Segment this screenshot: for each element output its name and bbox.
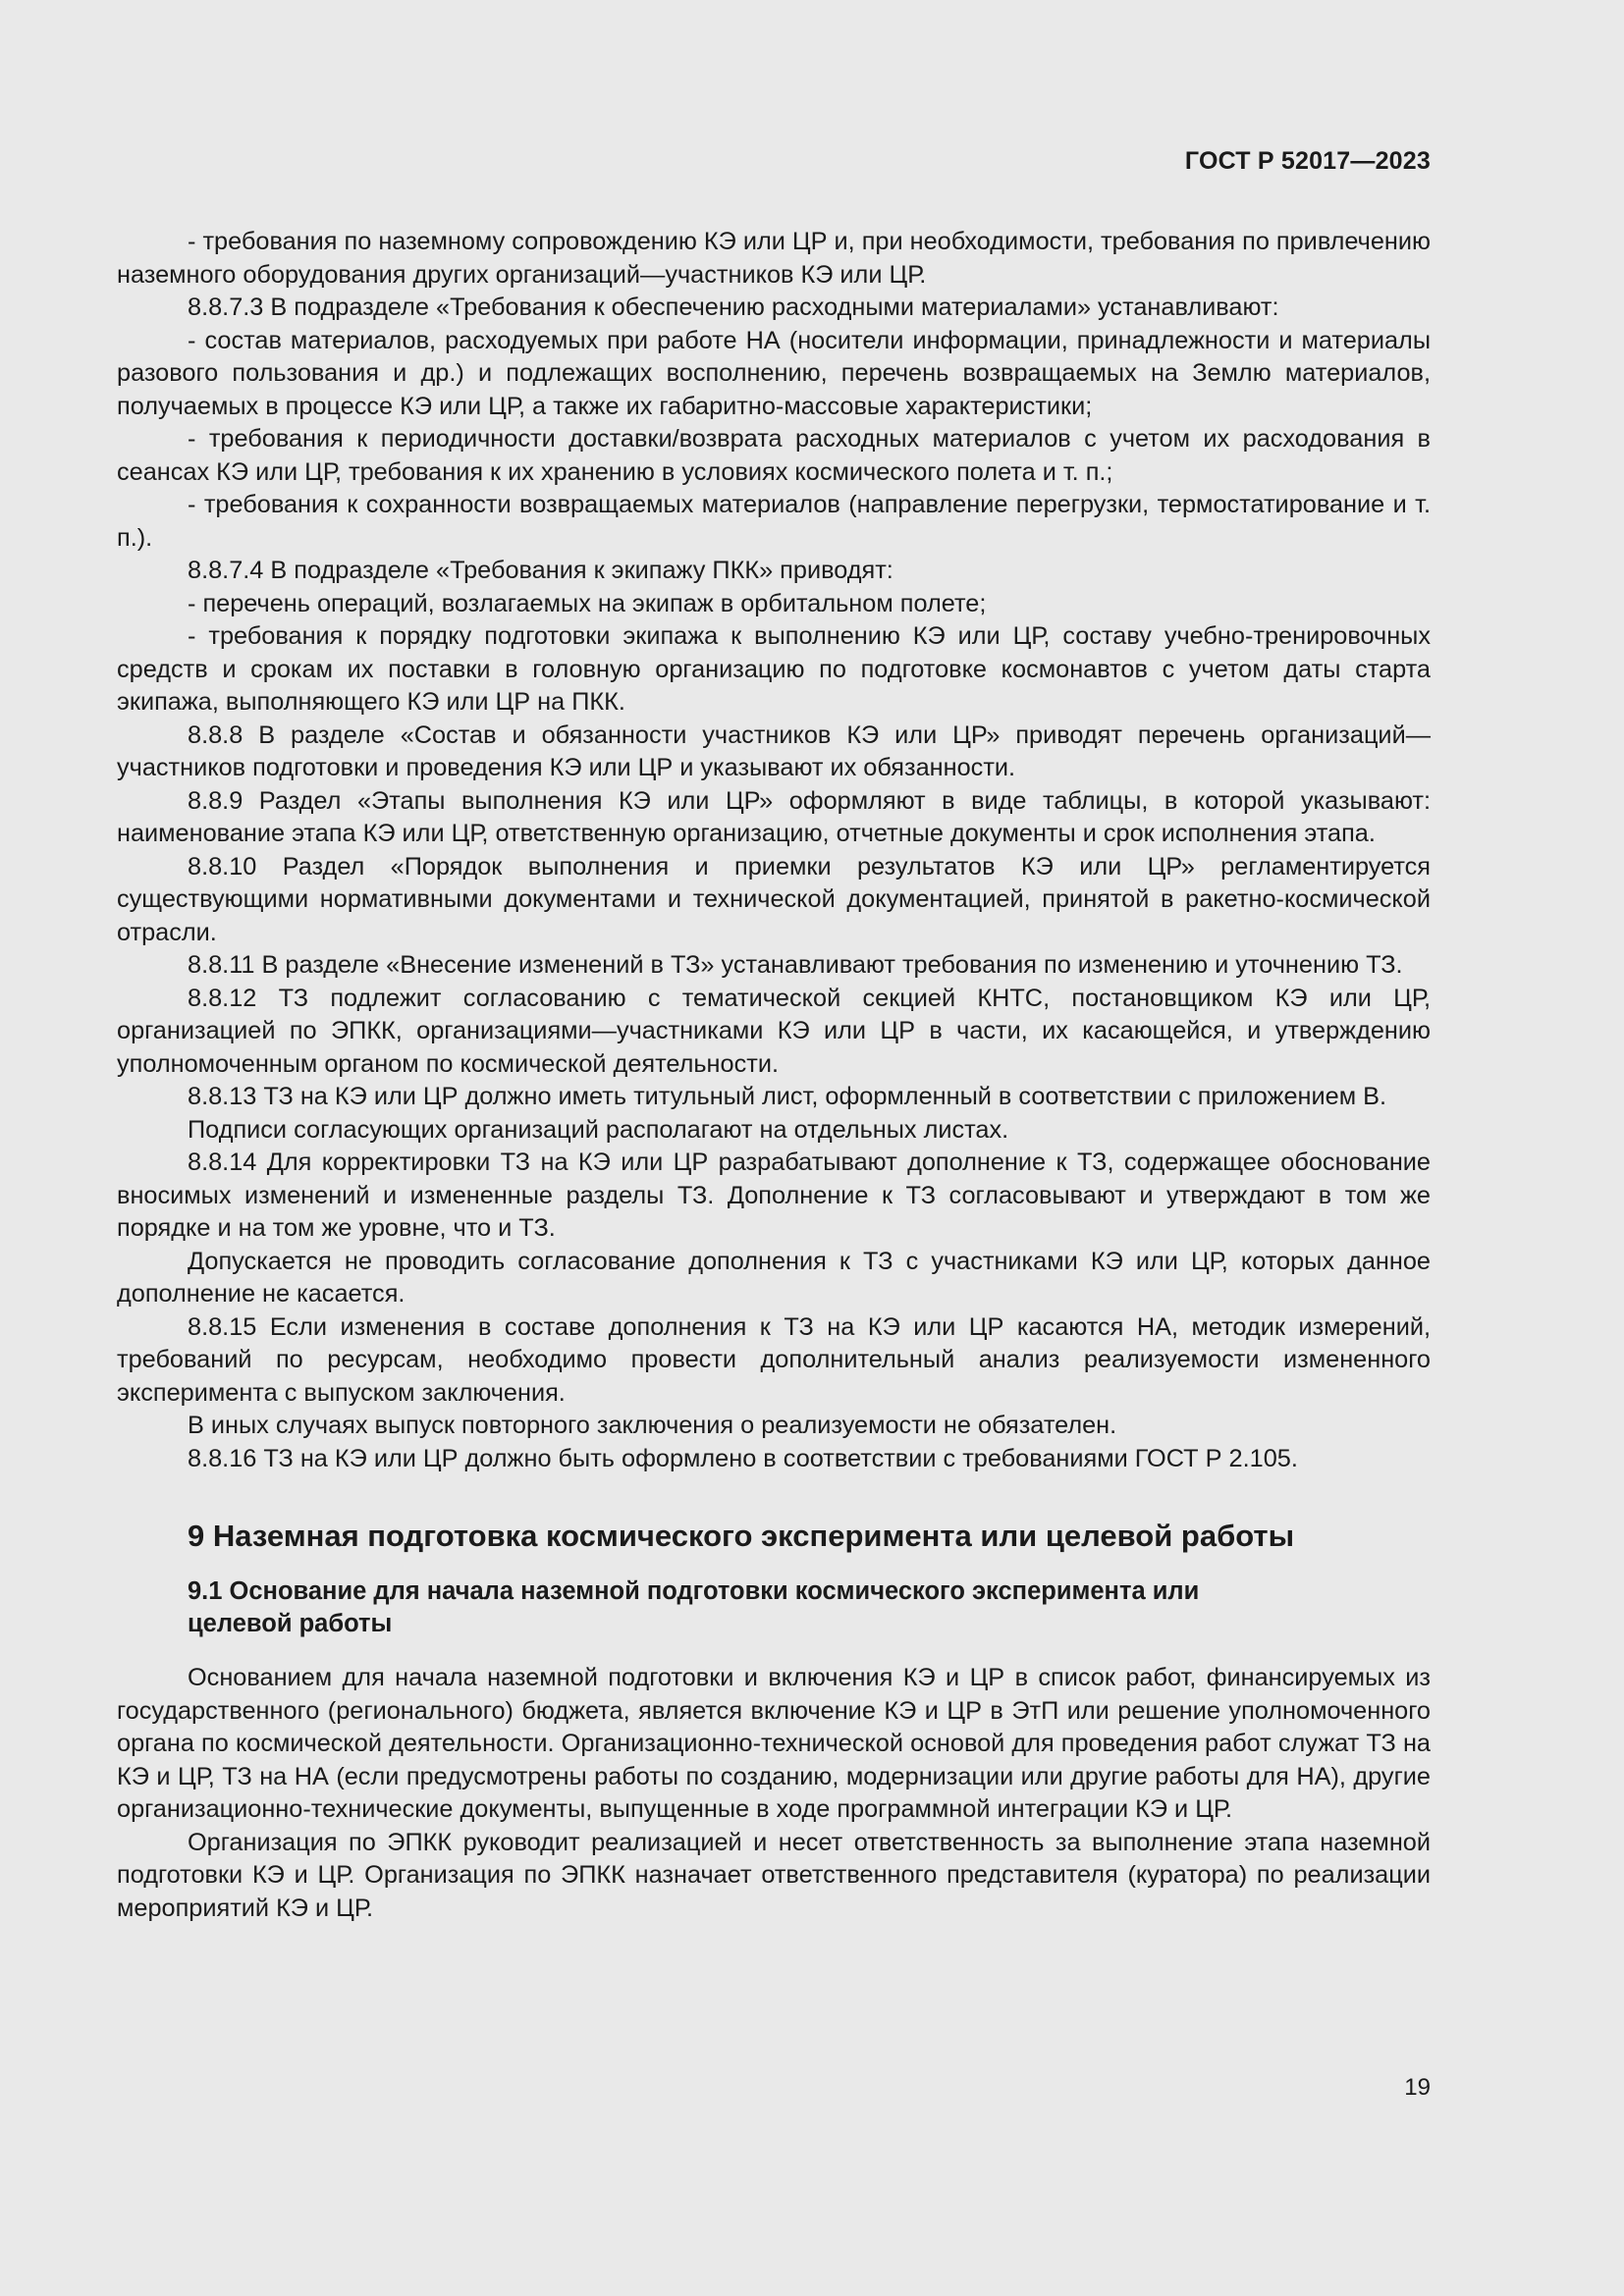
paragraph: - требования по наземному сопровождению КЭ или ЦР и, при необходимости, требования по привлечению наземного оборудования других организаций—участников КЭ или ЦР. (117, 228, 1431, 289)
subsection-heading: 9.1 Основание для начала наземной подготовки космического эксперимента или целевой работы (188, 1577, 1200, 1637)
paragraph: В иных случаях выпуск повторного заключения о реализуемости не обязателен. (188, 1412, 1117, 1439)
section-heading: 9 Наземная подготовка космического эксперимента или целевой работы (188, 1519, 1295, 1553)
paragraph: - требования к периодичности доставки/возврата расходных материалов с учетом их расходования в сеансах КЭ или ЦР, требования к их хранению в условиях космического полета и т. п.; (117, 425, 1431, 486)
paragraph: - требования к порядку подготовки экипажа к выполнению КЭ или ЦР, составу учебно-тренировочных средств и срокам их поставки в головную организацию по подготовке космонавтов с учетом даты старта экипажа, выполняющего КЭ или ЦР на ПКК. (117, 622, 1431, 716)
paragraph: 8.8.7.3 В подразделе «Требования к обеспечению расходными материалами» устанавливают: (188, 294, 1279, 321)
paragraph: 8.8.10 Раздел «Порядок выполнения и приемки результатов КЭ или ЦР» регламентируется существующими нормативными документами и технической документацией, принятой в ракетно-космической отрасли. (117, 852, 1431, 946)
paragraph: 8.8.9 Раздел «Этапы выполнения КЭ или ЦР» оформляют в виде таблицы, в которой указывают: наименование этапа КЭ или ЦР, ответственную организацию, отчетные документы и срок исполнения этапа. (117, 786, 1431, 847)
paragraph: 8.8.14 Для корректировки ТЗ на КЭ или ЦР разрабатывают дополнение к ТЗ, содержащее обоснование вносимых изменений и измененные разделы ТЗ. Дополнение к ТЗ согласовывают и утверждают в том же порядке и на том же уровне, что и ТЗ. (117, 1148, 1431, 1242)
paragraph: 8.8.11 В разделе «Внесение изменений в ТЗ» устанавливают требования по изменению и уточнению ТЗ. (188, 951, 1403, 979)
document-body (117, 226, 1431, 1925)
paragraph: 8.8.7.4 В подразделе «Требования к экипажу ПКК» приводят: (188, 557, 893, 584)
paragraph: Организация по ЭПКК руководит реализацией и несет ответственность за выполнение этапа наземной подготовки КЭ и ЦР. Организация по ЭПКК назначает ответственного представителя (куратора) по реализации мероприятий КЭ и ЦР. (117, 1828, 1431, 1922)
paragraph: - состав материалов, расходуемых при работе НА (носители информации, принадлежности и материалы разового пользования и др.) и подлежащих восполнению, перечень возвращаемых на Землю материалов, получаемых в процессе КЭ или ЦР, а также их габаритно-массовые характеристики; (117, 326, 1431, 420)
paragraph: 8.8.16 ТЗ на КЭ или ЦР должно быть оформлено в соответствии с требованиями ГОСТ Р 2.105. (188, 1444, 1298, 1472)
paragraph: 8.8.8 В разделе «Состав и обязанности участников КЭ или ЦР» приводят перечень организаций—участников подготовки и проведения КЭ или ЦР и указывают их обязанности. (117, 721, 1431, 781)
paragraph: - перечень операций, возлагаемых на экипаж в орбитальном полете; (188, 589, 987, 617)
document-page (117, 0, 1431, 2296)
document-code: ГОСТ Р 52017—2023 (1184, 147, 1431, 175)
paragraph: 8.8.12 ТЗ подлежит согласованию с тематической секцией КНТС, постановщиком КЭ или ЦР, организацией по ЭПКК, организациями—участниками КЭ или ЦР в части, их касающейся, и утверждению уполномоченным органом по космической деятельности. (117, 984, 1431, 1078)
paragraph: 8.8.15 Если изменения в составе дополнения к ТЗ на КЭ или ЦР касаются НА, методик измерений, требований по ресурсам, необходимо провести дополнительный анализ реализуемости измененного эксперимента с выпуском заключения. (117, 1312, 1431, 1407)
paragraph: 8.8.13 ТЗ на КЭ или ЦР должно иметь титульный лист, оформленный в соответствии с приложением В. (188, 1083, 1387, 1110)
paragraph: Подписи согласующих организаций располагают на отдельных листах. (188, 1115, 1009, 1144)
paragraph: Допускается не проводить согласование дополнения к ТЗ с участниками КЭ или ЦР, которых данное дополнение не касается. (117, 1247, 1431, 1308)
paragraph: Основанием для начала наземной подготовки и включения КЭ и ЦР в список работ, финансируемых из государственного (регионального) бюджета, является включение КЭ и ЦР в ЭтП или решение уполномоченного органа по космической деятельности. Организационно-технической основой для проведения работ служат ТЗ на КЭ и ЦР, ТЗ на НА (если предусмотрены работы по созданию, модернизации или другие работы для НА), другие организационно-технические документы, выпущенные в ходе программной интеграции КЭ и ЦР. (117, 1664, 1431, 1823)
page-number: 19 (1404, 2074, 1431, 2101)
paragraph: - требования к сохранности возвращаемых материалов (направление перегрузки, термостатирование и т. п.). (117, 491, 1431, 552)
